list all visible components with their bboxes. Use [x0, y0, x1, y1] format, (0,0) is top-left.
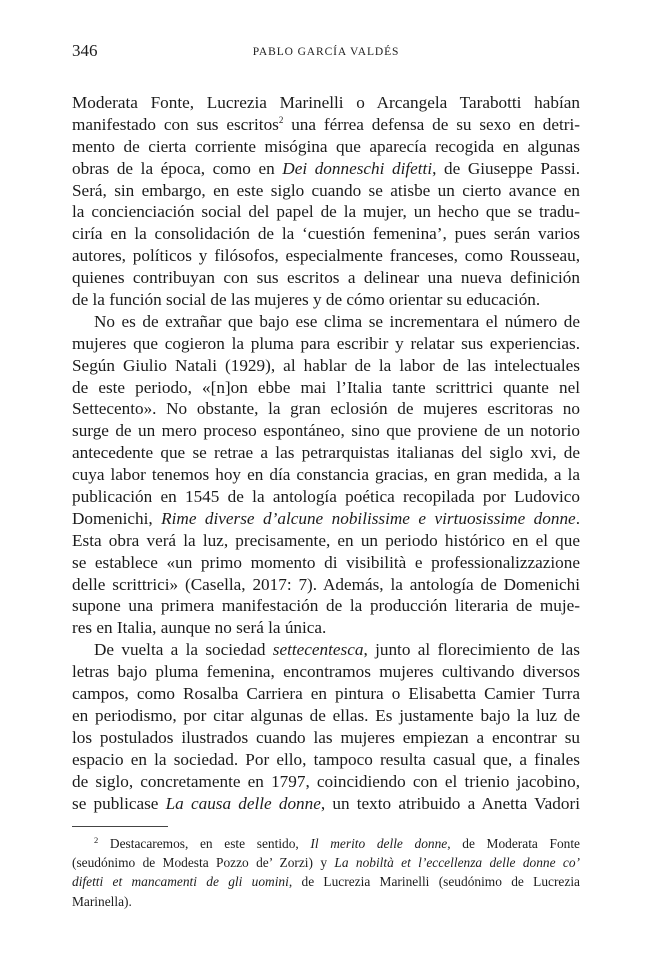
paragraph-3 — [72, 639, 580, 814]
text-line — [72, 158, 580, 180]
text-segment: , de Lucrezia Marinelli (seudónimo de Lucrezia — [288, 874, 580, 890]
text-segment: . — [575, 508, 580, 528]
text-segment: (seudónimo de Modesta Pozzo de’ Zorzi) y — [72, 855, 335, 871]
text-line: Moderata Fonte, Lucrezia Marinelli o Arcangela Tarabotti habían — [72, 93, 580, 112]
text-line — [72, 114, 580, 136]
text-segment: obras de la época, como en — [72, 158, 283, 178]
text-line: Esta obra verá la luz, precisamente, en un periodo histórico en el que — [72, 530, 580, 550]
text-line: Settecento». No obstante, la gran eclosión de mujeres escritoras no — [72, 399, 580, 419]
text-line: de la función social de las mujeres y de cómo orientar su educación. — [72, 290, 541, 310]
italic-title: La nobiltà et l’eccellenza delle donne co’ — [334, 855, 580, 871]
italic-title: Rime diverse d’alcune nobilissime e virtuosissime donne — [161, 508, 576, 528]
footnote-reference: 2 — [278, 114, 284, 125]
text-segment: , de Giuseppe Passi. — [432, 158, 581, 178]
text-line — [72, 639, 580, 661]
footnote-number: 2 — [94, 835, 99, 845]
paragraph-1 — [72, 92, 580, 311]
text-segment: De vuelta a la sociedad — [94, 640, 273, 660]
text-line — [72, 508, 580, 530]
text-line: quienes contribuyan con sus escritos a delinear una nueva definición — [72, 268, 580, 288]
text-segment: se publicase — [72, 793, 166, 813]
text-line: se establece «un primo momento di visibilità e professionalizzazione — [72, 552, 580, 572]
text-segment: Domenichi, — [72, 508, 162, 528]
italic-term: settecentesca — [272, 640, 364, 660]
italic-title: difetti et mancamenti de gli uomini — [72, 874, 289, 890]
page-number: 346 — [72, 41, 98, 60]
text-line: res en Italia, aunque no será la única. — [72, 618, 327, 638]
text-line: publicación en 1545 de la antología poética recopilada por Ludovico — [72, 487, 580, 507]
text-line: letras bajo pluma femenina, encontramos mujeres cultivando diversos — [72, 662, 580, 682]
italic-title: La causa delle donne — [165, 793, 321, 813]
text-segment: Destacaremos, en este sentido, — [98, 836, 311, 851]
text-line: mujeres que cogieron la pluma para escribir y relatar sus experiencias. — [72, 333, 580, 353]
text-line: No es de extrañar que bajo ese clima se incrementara el número de — [94, 311, 580, 331]
text-line: delle scrittrici» (Casella, 2017: 7). Además, la antología de Domenichi — [72, 574, 580, 594]
footnote-line — [72, 872, 580, 891]
text-segment: , de Moderata Fonte — [447, 836, 581, 851]
text-line: ciría en la consolidación de la ‘cuestión femenina’, pues serán varios — [72, 224, 580, 244]
text-segment: manifestado con sus escritos — [72, 114, 279, 134]
text-line: campos, como Rosalba Carriera en pintura o Elisabetta Camier Turra — [72, 684, 580, 704]
italic-title: Il merito delle donne — [310, 836, 448, 851]
text-line: autores, políticos y filósofos, especialmente franceses, como Rousseau, — [72, 246, 580, 266]
text-segment: una férrea defensa de su sexo en detri- — [283, 114, 580, 134]
text-line — [72, 793, 580, 815]
text-segment: , junto al florecimiento de las — [363, 640, 580, 660]
text-line: supone una primera manifestación de la producción literaria de muje- — [72, 596, 580, 616]
italic-title: Dei donneschi difetti — [282, 158, 433, 178]
body-text — [72, 92, 580, 814]
text-line: de este periodo, «[n]on ebbe mai l’Italia tante scrittrici quante nel — [72, 377, 580, 397]
text-line: en periodismo, por citar algunas de ellas. Es justamente bajo la luz de — [72, 705, 580, 725]
text-line: cuya labor tenemos hoy en día constancia gracias, en gran medida, a la — [72, 465, 580, 485]
footnote-2 — [72, 834, 580, 911]
text-line: de siglo, concretamente en 1797, coincidiendo con el trienio jacobino, — [72, 771, 580, 791]
text-line: Será, sin embargo, en este siglo cuando se atisbe un cierto avance en — [72, 180, 580, 200]
page-header — [72, 40, 580, 62]
text-line: los postulados ilustrados cuando las mujeres empiezan a encontrar su — [72, 727, 580, 747]
footnote-line — [72, 853, 580, 872]
text-line: espacio en la sociedad. Por ello, tampoco resulta casual que, a finales — [72, 749, 580, 769]
text-line: mento de cierta corriente misógina que aparecía recogida en algunas — [72, 136, 580, 156]
footnote-line — [72, 834, 580, 853]
text-segment: , un texto atribuido a Anetta Vadori — [320, 793, 580, 813]
text-line: antecedente que se retrae a las petrarquistas italianas del siglo xvi, de — [72, 443, 580, 463]
paragraph-2 — [72, 311, 580, 639]
text-line: la concienciación social del papel de la mujer, un hecho que se tradu- — [72, 202, 580, 222]
running-head-author: PABLO GARCÍA VALDÉS — [252, 46, 400, 58]
footnote-line: Marinella). — [72, 893, 132, 909]
text-line: Según Giulio Natali (1929), al hablar de la labor de las intelectuales — [72, 355, 580, 375]
text-line: surge de un mero proceso espontáneo, sino que proviene de un notorio — [72, 421, 580, 441]
footnote-separator — [72, 826, 168, 827]
